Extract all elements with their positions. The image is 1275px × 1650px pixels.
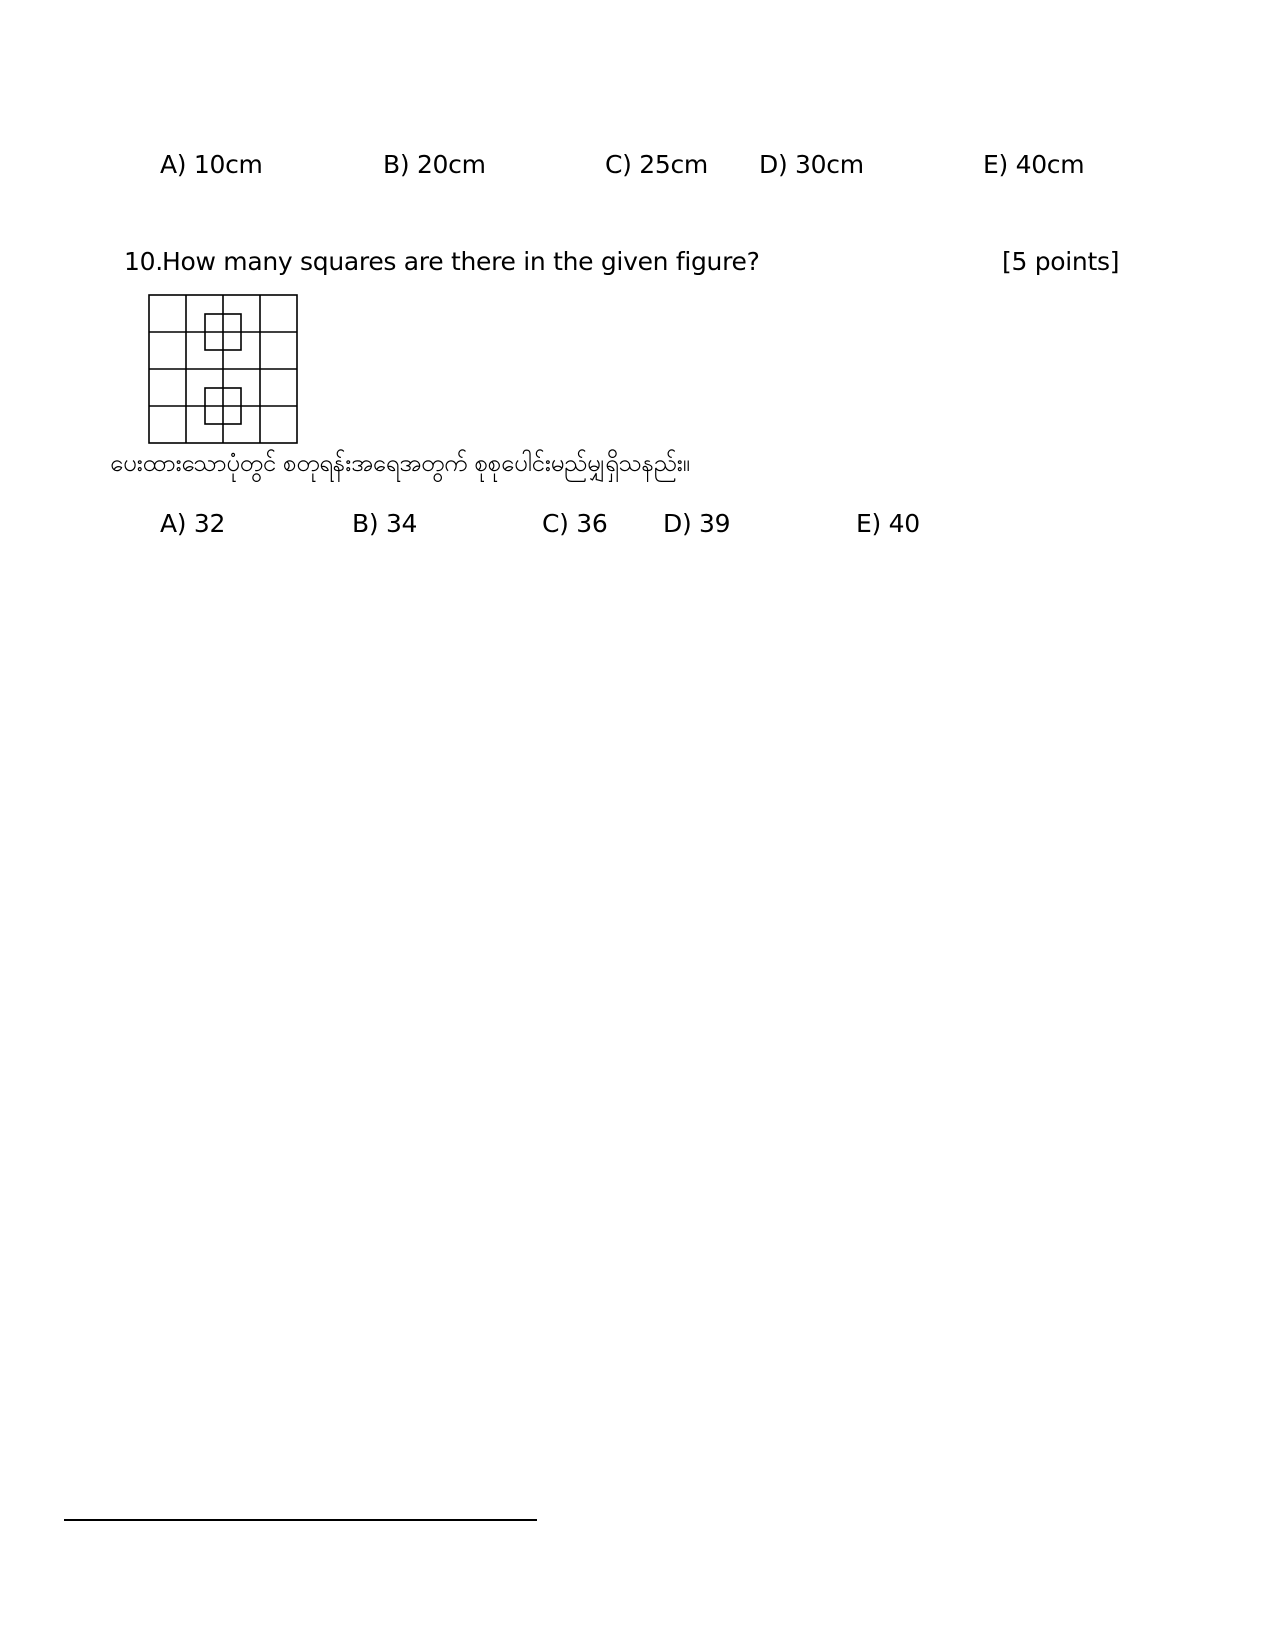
square-grid-figure <box>148 294 300 446</box>
prev-option-c: C) 25cm <box>605 150 708 179</box>
prev-option-b: B) 20cm <box>383 150 486 179</box>
prev-option-d: D) 30cm <box>759 150 864 179</box>
question-translation: ပေးထားသောပုံတွင် စတုရန်းအရေအတွက် စုစုပေါင်းမည်မျှရှိသနည်း။ <box>110 449 690 477</box>
option-c: C) 36 <box>542 509 608 538</box>
prev-option-a: A) 10cm <box>160 150 263 179</box>
option-d: D) 39 <box>663 509 731 538</box>
footnote-separator <box>64 1519 537 1521</box>
option-b: B) 34 <box>352 509 418 538</box>
question-text: How many squares are there in the given figure? <box>162 247 760 276</box>
option-a: A) 32 <box>160 509 226 538</box>
option-e: E) 40 <box>856 509 920 538</box>
prev-option-e: E) 40cm <box>983 150 1085 179</box>
question-number: 10. <box>124 247 163 276</box>
question-points: [5 points] <box>1002 247 1120 276</box>
